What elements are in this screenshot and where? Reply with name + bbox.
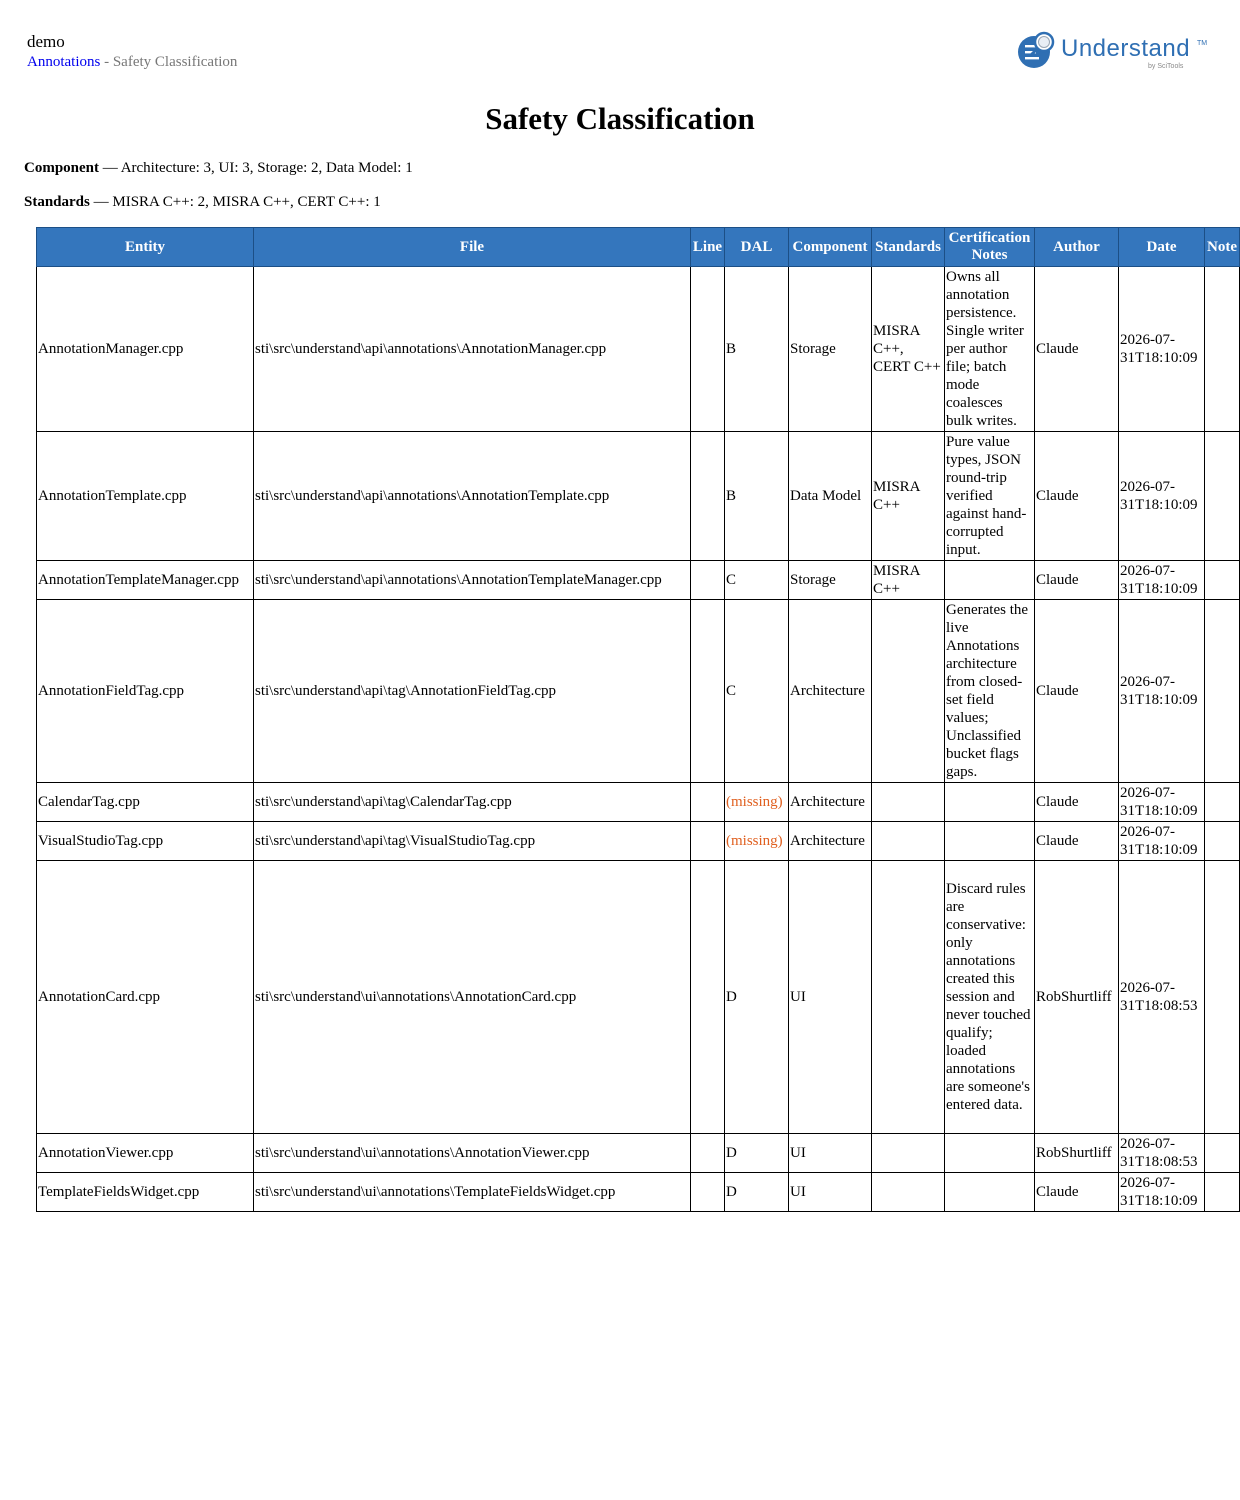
cell-author: Claude — [1035, 561, 1119, 600]
cell-entity: AnnotationTemplateManager.cpp — [37, 561, 254, 600]
component-summary-text: — Architecture: 3, UI: 3, Storage: 2, Data Model: 1 — [99, 160, 413, 176]
cell-standards — [872, 822, 945, 861]
table-row — [37, 861, 1240, 1134]
cell-note — [1205, 783, 1240, 822]
cell-file: sti\src\understand\api\annotations\AnnotationManager.cpp — [254, 267, 691, 432]
column-header-line[interactable]: Line — [691, 228, 725, 267]
safety-classification-table — [36, 227, 1240, 1212]
cell-line — [691, 822, 725, 861]
breadcrumb-link-annotations[interactable]: Annotations — [27, 54, 101, 70]
cell-entity: AnnotationManager.cpp — [37, 267, 254, 432]
table-row — [37, 783, 1240, 822]
cell-component: UI — [789, 861, 872, 1134]
cell-certification-notes — [945, 1173, 1035, 1212]
standards-summary-label: Standards — [24, 194, 90, 210]
cell-component: Architecture — [789, 600, 872, 783]
cell-dal: C — [725, 600, 789, 783]
cell-certification-notes — [945, 783, 1035, 822]
cell-date: 2026-07-31T18:10:09 — [1119, 600, 1205, 783]
cell-author: Claude — [1035, 432, 1119, 561]
cell-file: sti\src\understand\api\annotations\AnnotationTemplate.cpp — [254, 432, 691, 561]
cell-certification-notes: Pure value types, JSON round-trip verified against hand-corrupted input. — [945, 432, 1035, 561]
column-header-entity[interactable]: Entity — [37, 228, 254, 267]
cell-author: Claude — [1035, 600, 1119, 783]
cell-component: UI — [789, 1173, 872, 1212]
cell-standards: MISRA C++ — [872, 561, 945, 600]
cell-certification-notes — [945, 1134, 1035, 1173]
table-row — [37, 561, 1240, 600]
cell-note — [1205, 1134, 1240, 1173]
cell-dal: B — [725, 267, 789, 432]
cell-entity: AnnotationCard.cpp — [37, 861, 254, 1134]
project-name: demo — [27, 32, 65, 51]
table-row — [37, 600, 1240, 783]
cell-line — [691, 600, 725, 783]
column-header-author[interactable]: Author — [1035, 228, 1119, 267]
cell-entity: AnnotationViewer.cpp — [37, 1134, 254, 1173]
cell-line — [691, 1134, 725, 1173]
cell-date: 2026-07-31T18:10:09 — [1119, 1173, 1205, 1212]
cell-note — [1205, 267, 1240, 432]
table-row — [37, 432, 1240, 561]
component-summary-label: Component — [24, 160, 100, 176]
page-title: Safety Classification — [485, 101, 755, 136]
cell-entity: VisualStudioTag.cpp — [37, 822, 254, 861]
cell-author: Claude — [1035, 822, 1119, 861]
logo-byline: by SciTools — [1148, 63, 1184, 70]
cell-dal: (missing) — [725, 783, 789, 822]
cell-certification-notes: Owns all annotation persistence. Single writer per author file; batch mode coalesces bulk writes. — [945, 267, 1035, 432]
cell-file: sti\src\understand\ui\annotations\AnnotationCard.cpp — [254, 861, 691, 1134]
understand-logo — [1016, 30, 1216, 74]
cell-file: sti\src\understand\api\annotations\AnnotationTemplateManager.cpp — [254, 561, 691, 600]
column-header-note[interactable]: Note — [1205, 228, 1240, 267]
cell-file: sti\src\understand\ui\annotations\AnnotationViewer.cpp — [254, 1134, 691, 1173]
cell-note — [1205, 432, 1240, 561]
cell-standards — [872, 861, 945, 1134]
column-header-file[interactable]: File — [254, 228, 691, 267]
cell-line — [691, 783, 725, 822]
column-header-component[interactable]: Component — [789, 228, 872, 267]
cell-dal: D — [725, 861, 789, 1134]
cell-component: Architecture — [789, 783, 872, 822]
table-row — [37, 267, 1240, 432]
table-row — [37, 1173, 1240, 1212]
cell-certification-notes: Generates the live Annotations architecture from closed-set field values; Unclassified bucket flags gaps. — [945, 600, 1035, 783]
table-row — [37, 1134, 1240, 1173]
cell-entity: CalendarTag.cpp — [37, 783, 254, 822]
cell-component: Storage — [789, 561, 872, 600]
cell-author: Claude — [1035, 1173, 1119, 1212]
cell-component: Storage — [789, 267, 872, 432]
cell-note — [1205, 600, 1240, 783]
breadcrumb-current: Safety Classification — [112, 54, 238, 70]
cell-date: 2026-07-31T18:10:09 — [1119, 561, 1205, 600]
table-row — [37, 822, 1240, 861]
logo-wordmark: Understand — [1061, 35, 1191, 62]
breadcrumb-separator: - — [100, 54, 113, 70]
cell-entity: AnnotationTemplate.cpp — [37, 432, 254, 561]
standards-summary-text: — MISRA C++: 2, MISRA C++, CERT C++: 1 — [89, 194, 381, 210]
column-header-dal[interactable]: DAL — [725, 228, 789, 267]
cell-certification-notes — [945, 561, 1035, 600]
column-header-date[interactable]: Date — [1119, 228, 1205, 267]
cell-dal: D — [725, 1134, 789, 1173]
logo-trademark: TM — [1197, 40, 1208, 47]
cell-dal: (missing) — [725, 822, 789, 861]
cell-dal: C — [725, 561, 789, 600]
cell-component: Data Model — [789, 432, 872, 561]
cell-date: 2026-07-31T18:10:09 — [1119, 783, 1205, 822]
cell-file: sti\src\understand\api\tag\VisualStudioTag.cpp — [254, 822, 691, 861]
cell-note — [1205, 861, 1240, 1134]
column-header-standards[interactable]: Standards — [872, 228, 945, 267]
cell-note — [1205, 561, 1240, 600]
cell-author: Claude — [1035, 267, 1119, 432]
cell-dal: B — [725, 432, 789, 561]
cell-standards — [872, 1134, 945, 1173]
cell-dal: D — [725, 1173, 789, 1212]
page-header — [27, 32, 237, 71]
cell-date: 2026-07-31T18:10:09 — [1119, 432, 1205, 561]
cell-standards — [872, 600, 945, 783]
cell-file: sti\src\understand\api\tag\CalendarTag.cpp — [254, 783, 691, 822]
cell-file: sti\src\understand\ui\annotations\TemplateFieldsWidget.cpp — [254, 1173, 691, 1212]
cell-component: UI — [789, 1134, 872, 1173]
column-header-certification-notes[interactable]: Certification Notes — [945, 228, 1035, 267]
cell-entity: TemplateFieldsWidget.cpp — [37, 1173, 254, 1212]
cell-author: Claude — [1035, 783, 1119, 822]
cell-date: 2026-07-31T18:10:09 — [1119, 267, 1205, 432]
cell-line — [691, 561, 725, 600]
cell-date: 2026-07-31T18:08:53 — [1119, 861, 1205, 1134]
cell-standards: MISRA C++ — [872, 432, 945, 561]
cell-line — [691, 1173, 725, 1212]
cell-standards: MISRA C++, CERT C++ — [872, 267, 945, 432]
cell-certification-notes — [945, 822, 1035, 861]
cell-entity: AnnotationFieldTag.cpp — [37, 600, 254, 783]
cell-standards — [872, 783, 945, 822]
cell-line — [691, 267, 725, 432]
cell-author: RobShurtliff — [1035, 861, 1119, 1134]
cell-line — [691, 861, 725, 1134]
component-summary — [24, 159, 413, 177]
cell-file: sti\src\understand\api\tag\AnnotationFieldTag.cpp — [254, 600, 691, 783]
cell-component: Architecture — [789, 822, 872, 861]
cell-date: 2026-07-31T18:10:09 — [1119, 822, 1205, 861]
cell-note — [1205, 822, 1240, 861]
cell-note — [1205, 1173, 1240, 1212]
table-header-row — [37, 228, 1240, 267]
cell-standards — [872, 1173, 945, 1212]
understand-logo-icon — [1016, 30, 1060, 74]
standards-summary — [24, 193, 381, 211]
cell-line — [691, 432, 725, 561]
breadcrumb — [27, 53, 237, 71]
cell-author: RobShurtliff — [1035, 1134, 1119, 1173]
cell-date: 2026-07-31T18:08:53 — [1119, 1134, 1205, 1173]
cell-certification-notes: Discard rules are conservative: only annotations created this session and never touched qualify; loaded annotations are someone's entered data. — [945, 861, 1035, 1134]
